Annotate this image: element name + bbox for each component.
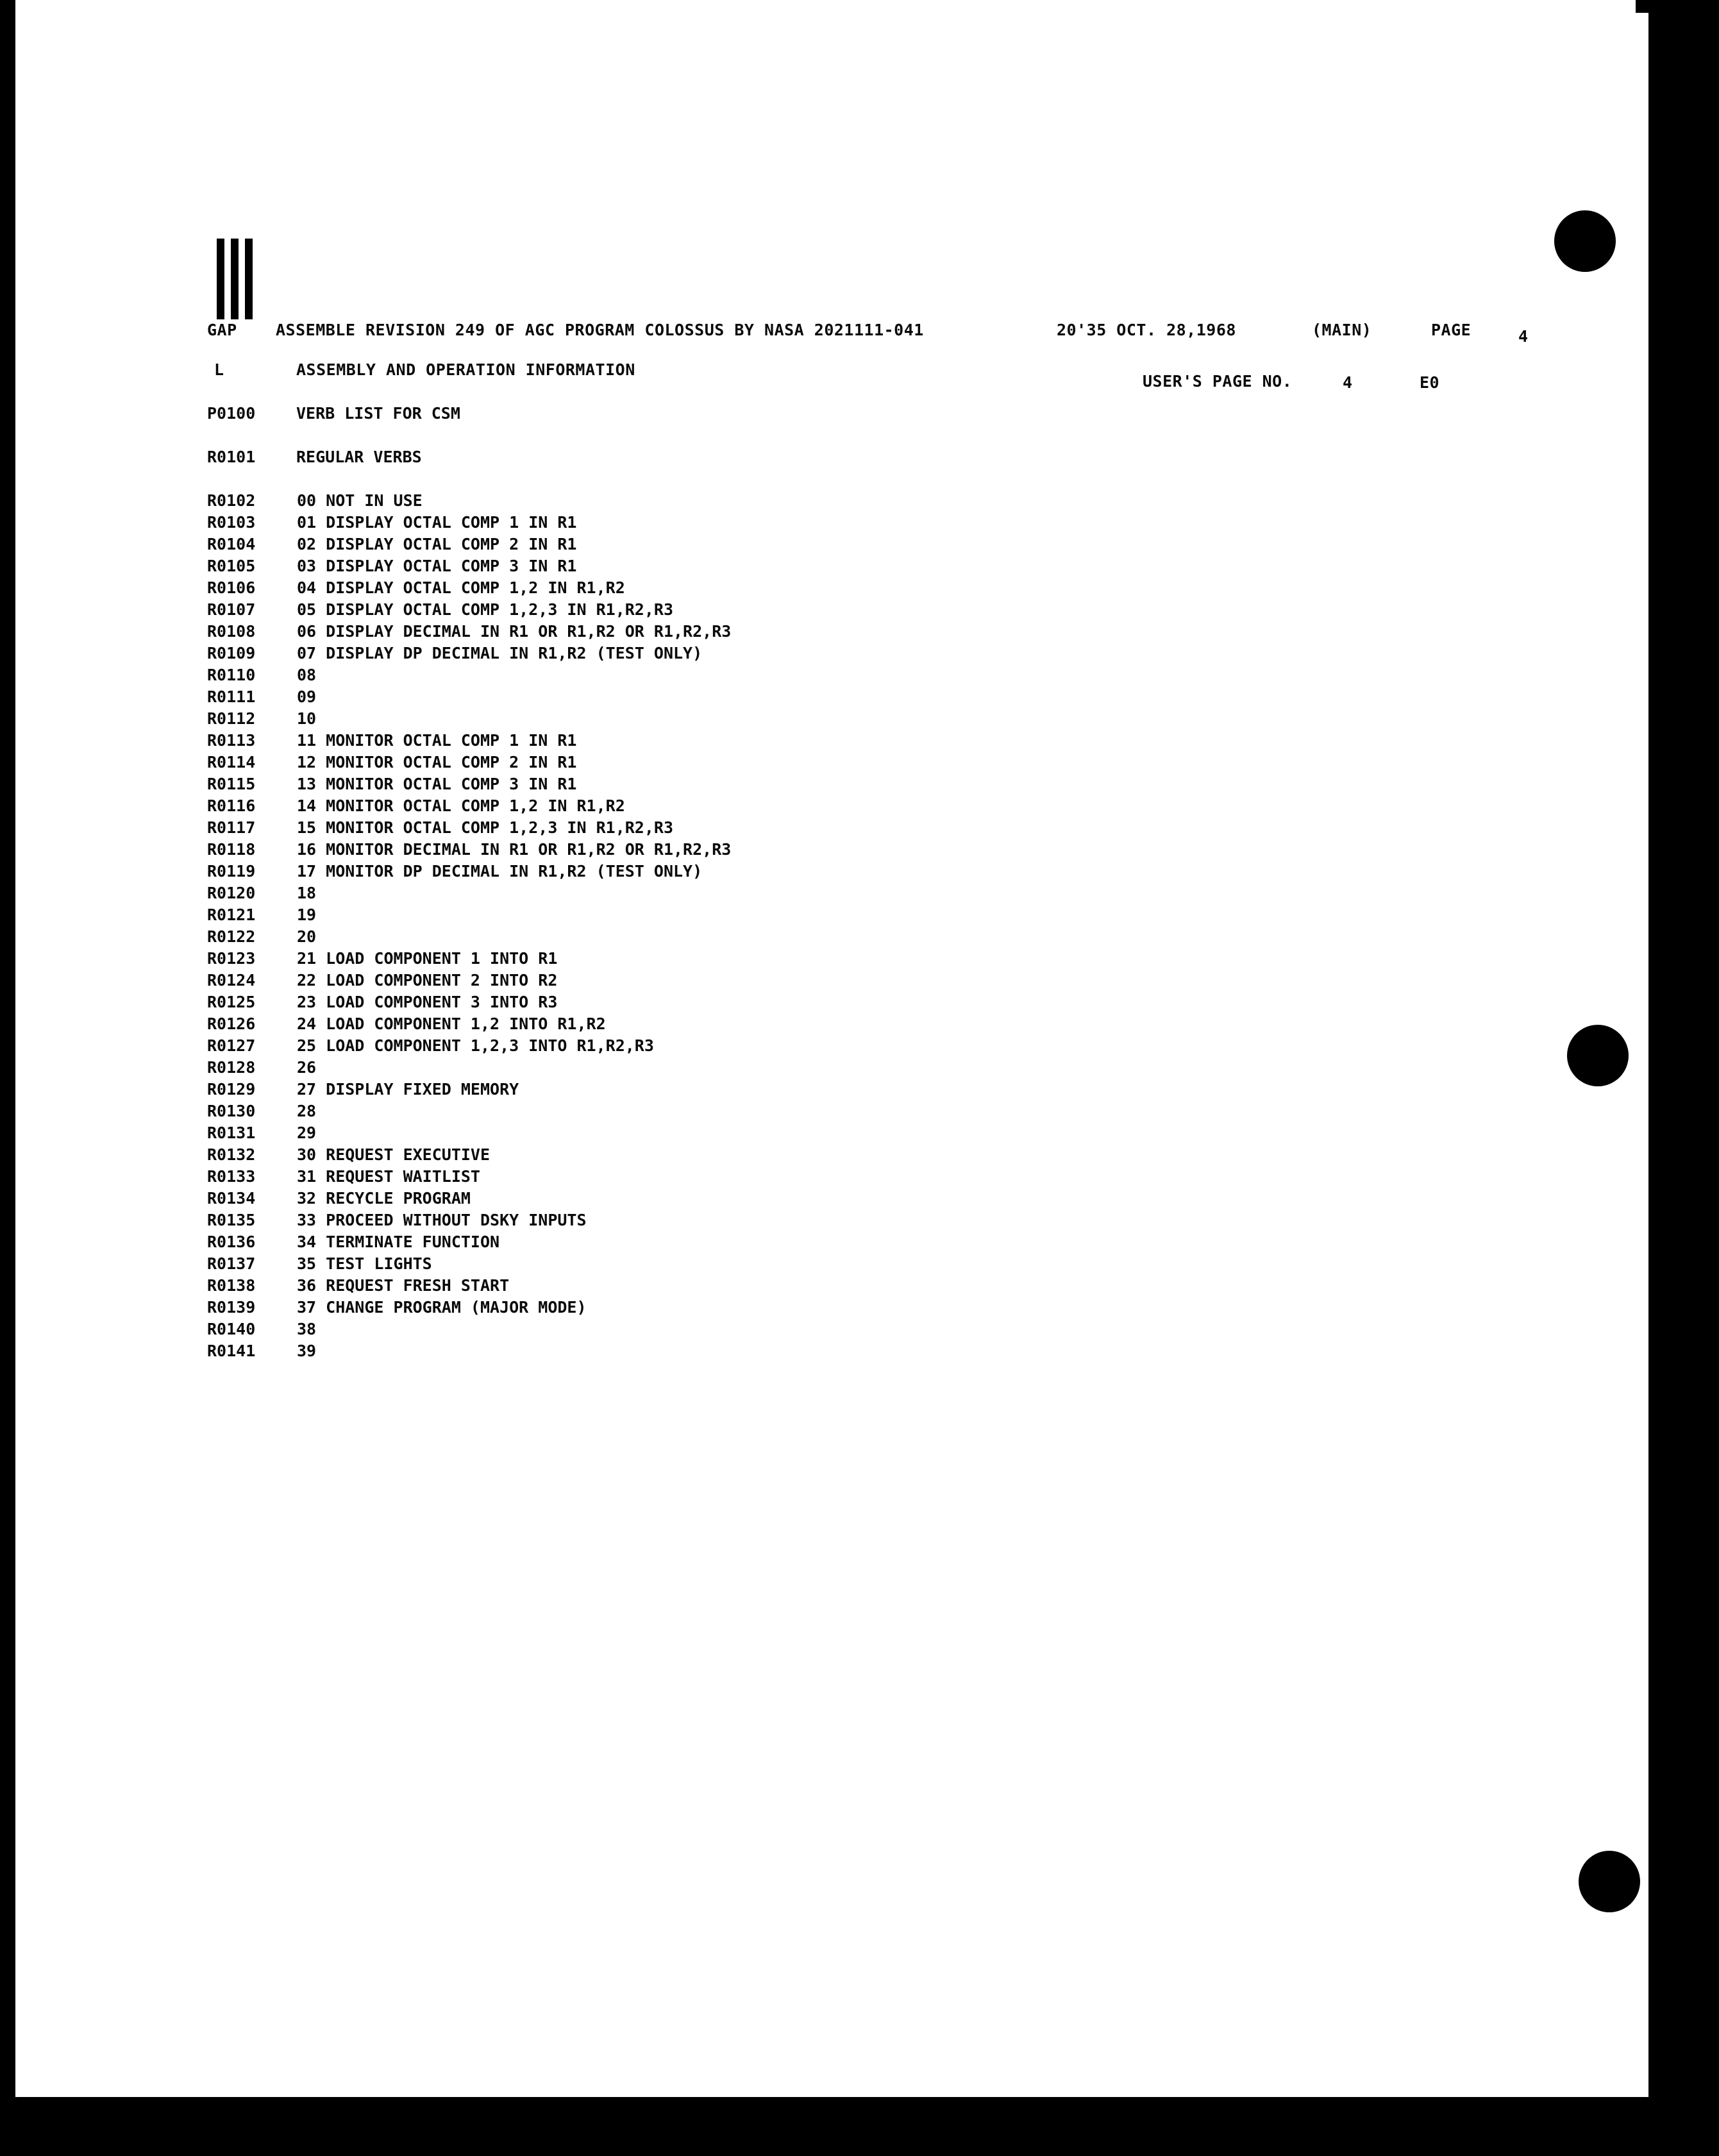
line-code: R0114 [207, 753, 256, 771]
line-text: 10 [297, 709, 317, 728]
line-code: R0105 [207, 557, 256, 575]
line-code: R0126 [207, 1015, 256, 1033]
line-code: R0139 [207, 1298, 256, 1317]
line-text: 36 REQUEST FRESH START [297, 1276, 510, 1295]
line-text: 19 [297, 905, 317, 924]
line-code: R0104 [207, 535, 256, 553]
line-text: 14 MONITOR OCTAL COMP 1,2 IN R1,R2 [297, 796, 625, 815]
subheader-eo: E0 [1420, 373, 1440, 392]
line-text: 22 LOAD COMPONENT 2 INTO R2 [297, 971, 558, 990]
user-page-number: 4 [1343, 373, 1353, 392]
line-text: 02 DISPLAY OCTAL COMP 2 IN R1 [297, 535, 577, 553]
line-code: R0118 [207, 840, 256, 859]
line-text: 07 DISPLAY DP DECIMAL IN R1,R2 (TEST ONLY) [297, 644, 703, 662]
line-text: 11 MONITOR OCTAL COMP 1 IN R1 [297, 731, 577, 750]
line-code: R0137 [207, 1254, 256, 1273]
section-code: P0100 [207, 404, 256, 423]
line-text: 38 [297, 1320, 317, 1338]
scan-border-bottom [0, 2097, 1719, 2156]
line-text: 23 LOAD COMPONENT 3 INTO R3 [297, 993, 558, 1011]
line-text: 21 LOAD COMPONENT 1 INTO R1 [297, 949, 558, 968]
line-text: 18 [297, 884, 317, 902]
line-text: 27 DISPLAY FIXED MEMORY [297, 1080, 519, 1099]
line-code: R0120 [207, 884, 256, 902]
line-code: R0111 [207, 687, 256, 706]
line-text: 37 CHANGE PROGRAM (MAJOR MODE) [297, 1298, 587, 1317]
line-code: R0138 [207, 1276, 256, 1295]
user-page-label: USER'S PAGE NO. [1143, 372, 1293, 391]
header-code: GAP [207, 321, 237, 339]
line-text: 15 MONITOR OCTAL COMP 1,2,3 IN R1,R2,R3 [297, 818, 673, 837]
scan-border-top-right [1636, 0, 1719, 13]
line-text: 24 LOAD COMPONENT 1,2 INTO R1,R2 [297, 1015, 606, 1033]
line-code: R0113 [207, 731, 256, 750]
line-code: R0133 [207, 1167, 256, 1186]
line-code: R0109 [207, 644, 256, 662]
line-text: 08 [297, 666, 317, 684]
line-code: R0134 [207, 1189, 256, 1208]
section-title: VERB LIST FOR CSM [296, 404, 460, 423]
line-code: R0110 [207, 666, 256, 684]
line-code: R0117 [207, 818, 256, 837]
line-code: R0119 [207, 862, 256, 880]
line-code: R0130 [207, 1102, 256, 1120]
line-text: 01 DISPLAY OCTAL COMP 1 IN R1 [297, 513, 577, 532]
line-code: R0131 [207, 1124, 256, 1142]
line-code: R0135 [207, 1211, 256, 1229]
line-text: 04 DISPLAY OCTAL COMP 1,2 IN R1,R2 [297, 578, 625, 597]
line-code: R0129 [207, 1080, 256, 1099]
line-text: 13 MONITOR OCTAL COMP 3 IN R1 [297, 775, 577, 793]
line-code: R0107 [207, 600, 256, 619]
line-code: R0102 [207, 491, 256, 510]
section-title: REGULAR VERBS [296, 448, 422, 466]
header-date: 20'35 OCT. 28,1968 [1057, 321, 1236, 339]
line-code: R0106 [207, 578, 256, 597]
line-code: R0125 [207, 993, 256, 1011]
line-code: R0123 [207, 949, 256, 968]
section-code: R0101 [207, 448, 256, 466]
line-code: R0116 [207, 796, 256, 815]
line-text: 20 [297, 927, 317, 946]
punch-hole-icon [1579, 1851, 1640, 1912]
line-text: 29 [297, 1124, 317, 1142]
line-code: R0122 [207, 927, 256, 946]
line-text: 39 [297, 1342, 317, 1360]
line-text: 16 MONITOR DECIMAL IN R1 OR R1,R2 OR R1,R2,R3 [297, 840, 732, 859]
line-text: 32 RECYCLE PROGRAM [297, 1189, 471, 1208]
line-code: R0124 [207, 971, 256, 990]
line-code: R0132 [207, 1145, 256, 1164]
punch-hole-icon [1554, 210, 1616, 272]
line-code: R0112 [207, 709, 256, 728]
subheader-code: L [214, 360, 224, 379]
line-code: R0140 [207, 1320, 256, 1338]
line-code: R0128 [207, 1058, 256, 1077]
line-code: R0121 [207, 905, 256, 924]
line-code: R0127 [207, 1036, 256, 1055]
line-code: R0108 [207, 622, 256, 641]
line-code: R0136 [207, 1233, 256, 1251]
subheader-title: ASSEMBLY AND OPERATION INFORMATION [296, 360, 635, 379]
line-text: 30 REQUEST EXECUTIVE [297, 1145, 491, 1164]
header-page-number: 4 [1518, 327, 1529, 346]
binder-mark-icon [217, 239, 255, 319]
line-text: 26 [297, 1058, 317, 1077]
header-title: ASSEMBLE REVISION 249 OF AGC PROGRAM COLOSSUS BY NASA 2021111-041 [276, 321, 924, 339]
header-page-label: PAGE [1431, 321, 1472, 339]
line-text: 06 DISPLAY DECIMAL IN R1 OR R1,R2 OR R1,R2,R3 [297, 622, 732, 641]
line-text: 33 PROCEED WITHOUT DSKY INPUTS [297, 1211, 587, 1229]
line-text: 09 [297, 687, 317, 706]
scan-border-left [0, 0, 15, 2156]
line-text: 00 NOT IN USE [297, 491, 423, 510]
line-code: R0115 [207, 775, 256, 793]
line-code: R0103 [207, 513, 256, 532]
line-code: R0141 [207, 1342, 256, 1360]
line-text: 03 DISPLAY OCTAL COMP 3 IN R1 [297, 557, 577, 575]
line-text: 34 TERMINATE FUNCTION [297, 1233, 500, 1251]
line-text: 35 TEST LIGHTS [297, 1254, 432, 1273]
line-text: 25 LOAD COMPONENT 1,2,3 INTO R1,R2,R3 [297, 1036, 654, 1055]
line-text: 05 DISPLAY OCTAL COMP 1,2,3 IN R1,R2,R3 [297, 600, 673, 619]
scan-border-right [1648, 0, 1719, 2156]
line-text: 17 MONITOR DP DECIMAL IN R1,R2 (TEST ONLY) [297, 862, 703, 880]
line-text: 28 [297, 1102, 317, 1120]
line-text: 12 MONITOR OCTAL COMP 2 IN R1 [297, 753, 577, 771]
punch-hole-icon [1567, 1025, 1629, 1086]
line-text: 31 REQUEST WAITLIST [297, 1167, 480, 1186]
header-main: (MAIN) [1312, 321, 1372, 339]
